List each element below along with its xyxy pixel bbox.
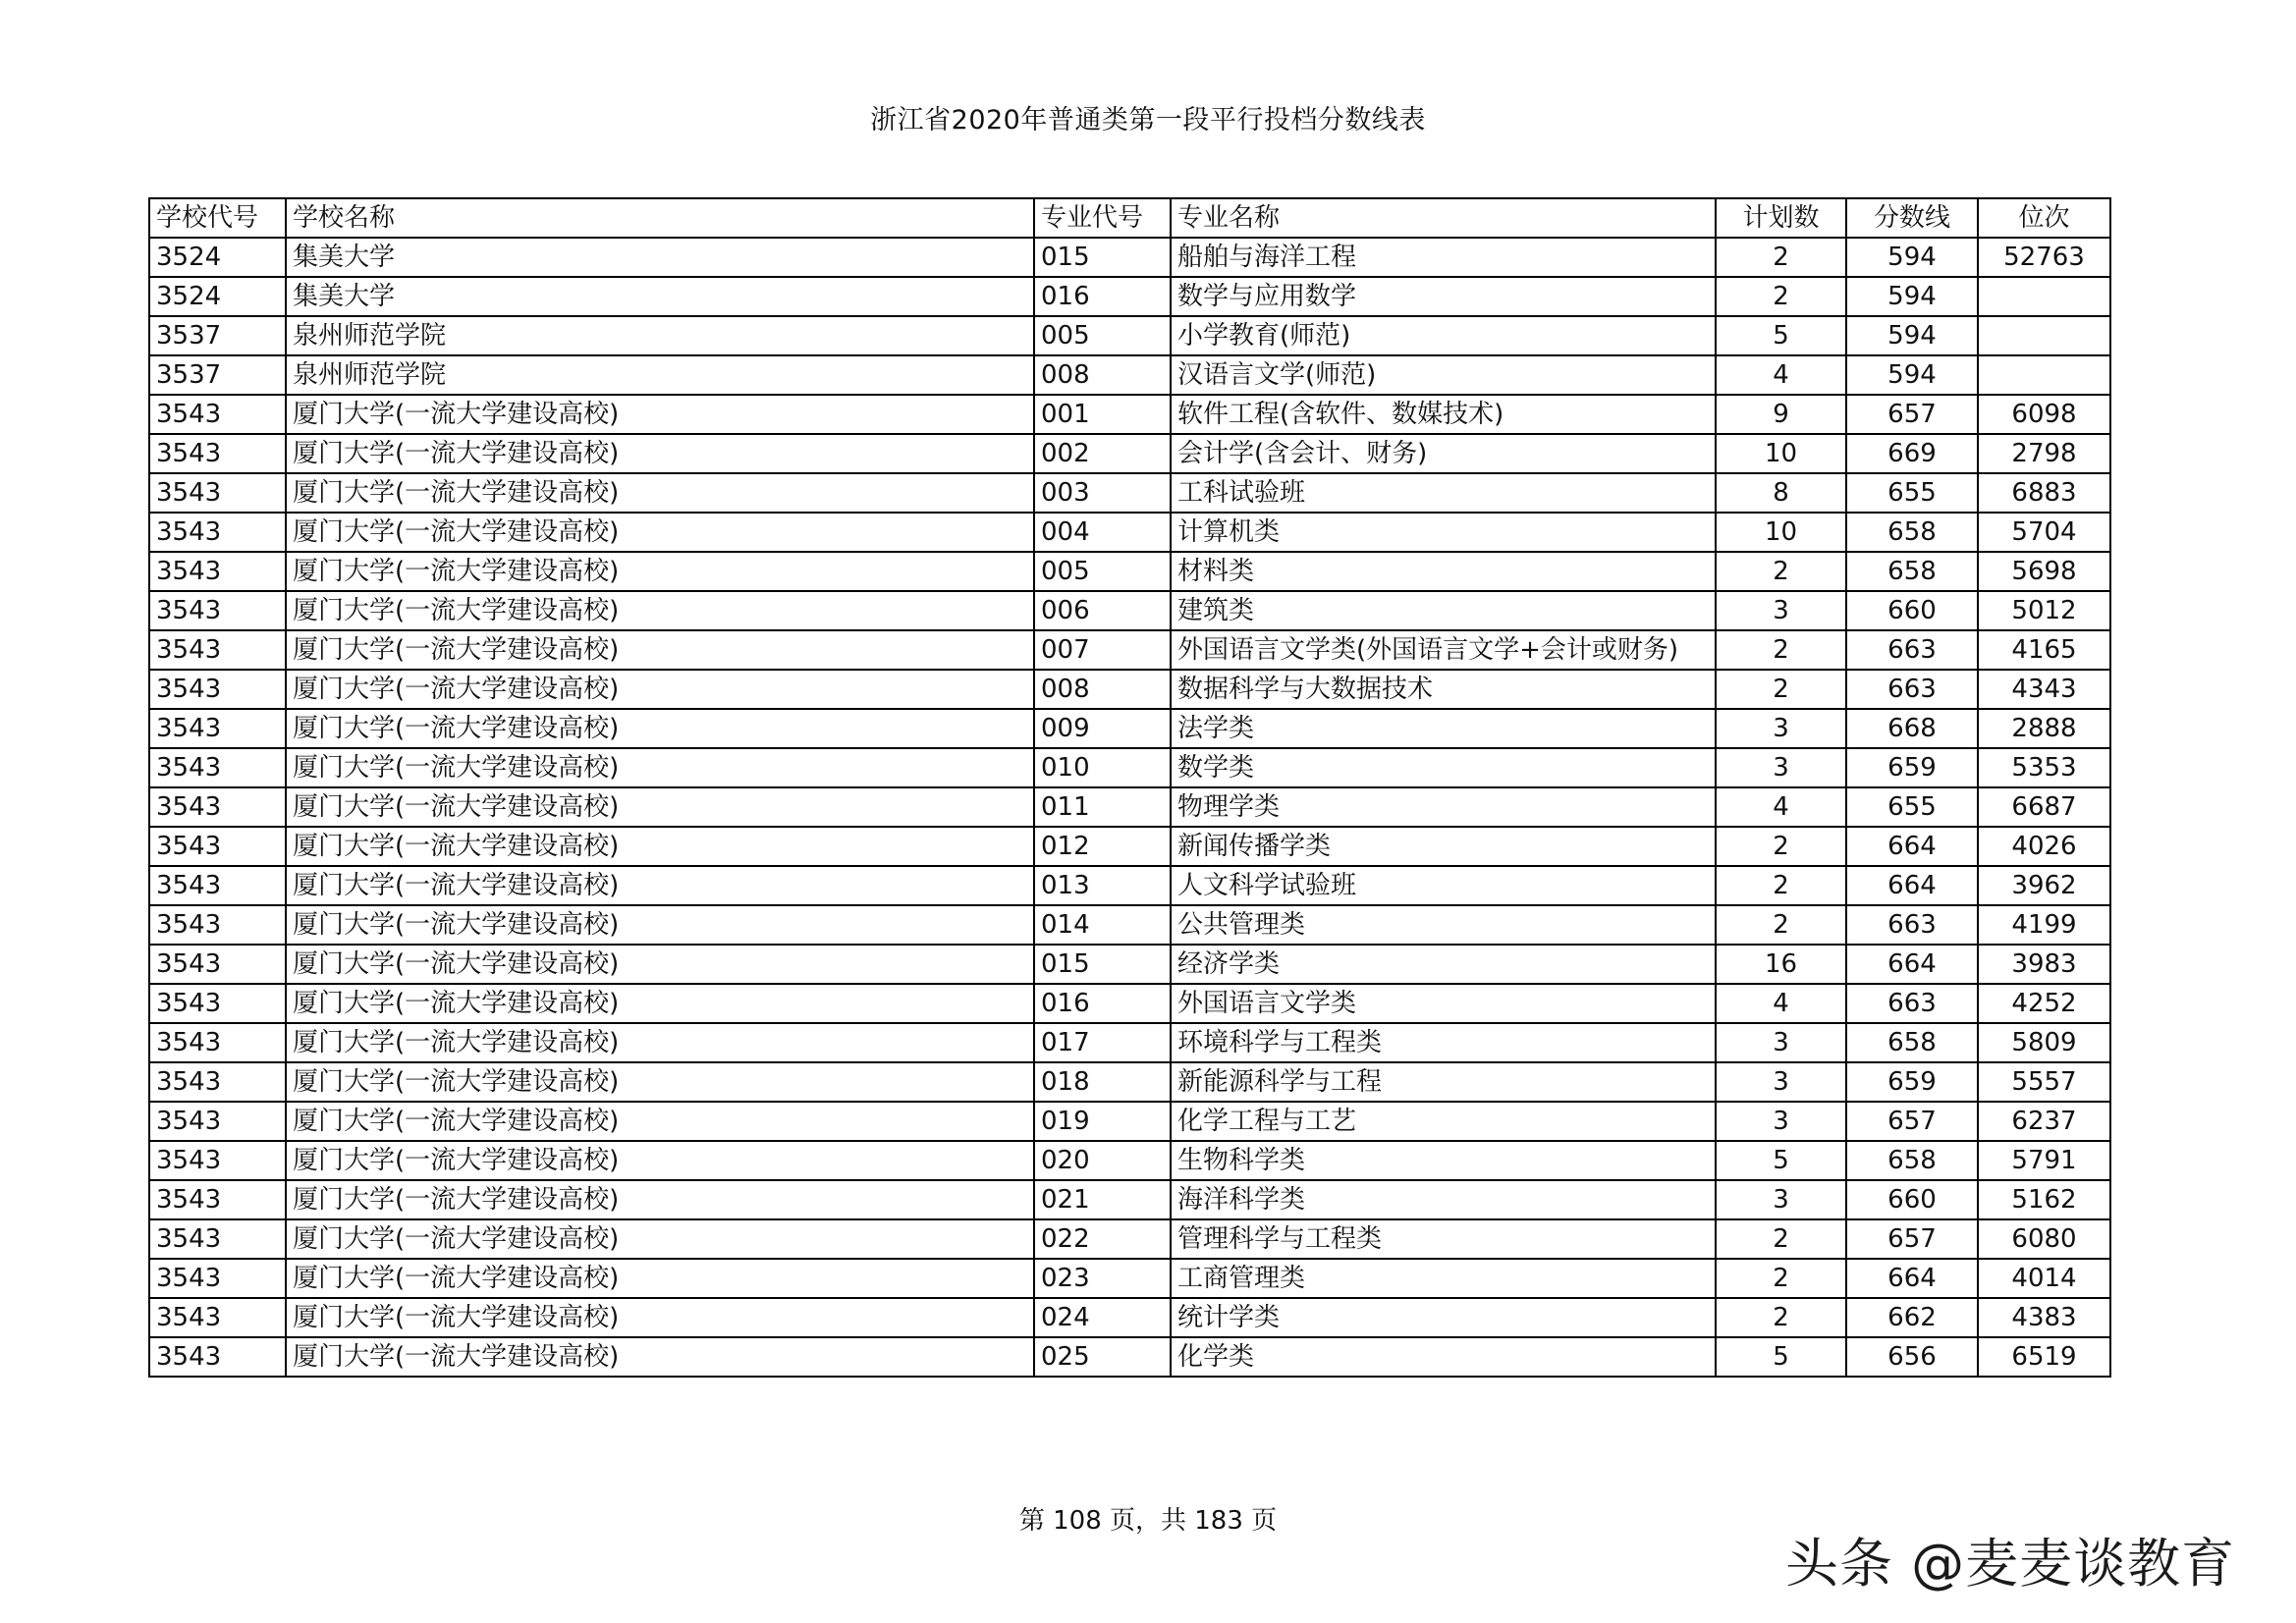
- cell-rank: [1978, 355, 2110, 395]
- cell-school-name: 集美大学: [286, 277, 1034, 316]
- cell-school-name: 厦门大学(一流大学建设高校): [286, 945, 1034, 984]
- table-row: [149, 473, 2110, 513]
- cell-major-code: 009: [1034, 709, 1171, 748]
- cell-major-name: 小学教育(师范): [1171, 316, 1716, 355]
- cell-score-line: 658: [1846, 1023, 1978, 1062]
- cell-major-code: 022: [1034, 1219, 1171, 1259]
- cell-school-code: 3543: [149, 1180, 286, 1219]
- cell-score-line: 664: [1846, 945, 1978, 984]
- cell-score-line: 663: [1846, 905, 1978, 945]
- cell-major-name: 新能源科学与工程: [1171, 1062, 1716, 1102]
- cell-plan-count: 2: [1716, 277, 1846, 316]
- cell-score-line: 659: [1846, 1062, 1978, 1102]
- cell-plan-count: 2: [1716, 905, 1846, 945]
- cell-school-name: 泉州师范学院: [286, 355, 1034, 395]
- cell-plan-count: 3: [1716, 1102, 1846, 1141]
- cell-school-name: 厦门大学(一流大学建设高校): [286, 905, 1034, 945]
- table-header-row: [149, 198, 2110, 238]
- table-row: [149, 1219, 2110, 1259]
- cell-school-name: 厦门大学(一流大学建设高校): [286, 591, 1034, 630]
- cell-score-line: 656: [1846, 1337, 1978, 1377]
- cell-rank: 5791: [1978, 1141, 2110, 1180]
- cell-major-name: 软件工程(含软件、数媒技术): [1171, 395, 1716, 434]
- cell-major-code: 025: [1034, 1337, 1171, 1377]
- cell-plan-count: 4: [1716, 355, 1846, 395]
- cell-score-line: 594: [1846, 277, 1978, 316]
- cell-school-code: 3543: [149, 473, 286, 513]
- cell-plan-count: 3: [1716, 1180, 1846, 1219]
- cell-school-code: 3543: [149, 630, 286, 670]
- cell-major-name: 建筑类: [1171, 591, 1716, 630]
- cell-school-name: 厦门大学(一流大学建设高校): [286, 866, 1034, 905]
- cell-plan-count: 2: [1716, 630, 1846, 670]
- cell-school-name: 厦门大学(一流大学建设高校): [286, 670, 1034, 709]
- table-row: [149, 827, 2110, 866]
- cell-school-name: 厦门大学(一流大学建设高校): [286, 1141, 1034, 1180]
- cell-plan-count: 3: [1716, 591, 1846, 630]
- cell-score-line: 594: [1846, 355, 1978, 395]
- header-rank: 位次: [1978, 198, 2110, 238]
- cell-school-code: 3543: [149, 513, 286, 552]
- table-row: [149, 316, 2110, 355]
- cell-school-name: 厦门大学(一流大学建设高校): [286, 748, 1034, 787]
- cell-plan-count: 8: [1716, 473, 1846, 513]
- cell-school-code: 3543: [149, 905, 286, 945]
- cell-major-name: 管理科学与工程类: [1171, 1219, 1716, 1259]
- cell-score-line: 657: [1846, 1102, 1978, 1141]
- cell-rank: 5557: [1978, 1062, 2110, 1102]
- cell-major-code: 023: [1034, 1259, 1171, 1298]
- cell-major-name: 经济学类: [1171, 945, 1716, 984]
- cell-major-code: 004: [1034, 513, 1171, 552]
- cell-major-code: 014: [1034, 905, 1171, 945]
- cell-major-code: 017: [1034, 1023, 1171, 1062]
- cell-major-code: 006: [1034, 591, 1171, 630]
- cell-major-name: 人文科学试验班: [1171, 866, 1716, 905]
- cell-major-code: 005: [1034, 552, 1171, 591]
- cell-school-code: 3543: [149, 709, 286, 748]
- cell-major-name: 船舶与海洋工程: [1171, 238, 1716, 277]
- cell-rank: 2888: [1978, 709, 2110, 748]
- cell-school-name: 厦门大学(一流大学建设高校): [286, 473, 1034, 513]
- cell-major-code: 008: [1034, 670, 1171, 709]
- cell-school-code: 3524: [149, 238, 286, 277]
- cell-score-line: 663: [1846, 670, 1978, 709]
- cell-major-code: 016: [1034, 277, 1171, 316]
- cell-school-name: 厦门大学(一流大学建设高校): [286, 984, 1034, 1023]
- cell-rank: 4252: [1978, 984, 2110, 1023]
- cell-school-name: 厦门大学(一流大学建设高校): [286, 1259, 1034, 1298]
- cell-rank: 2798: [1978, 434, 2110, 473]
- cell-major-name: 汉语言文学(师范): [1171, 355, 1716, 395]
- cell-rank: 4199: [1978, 905, 2110, 945]
- cell-major-code: 010: [1034, 748, 1171, 787]
- score-table: [148, 197, 2111, 1378]
- cell-school-code: 3537: [149, 316, 286, 355]
- cell-major-name: 新闻传播学类: [1171, 827, 1716, 866]
- cell-score-line: 594: [1846, 316, 1978, 355]
- header-major-code: 专业代号: [1034, 198, 1171, 238]
- table-row: [149, 787, 2110, 827]
- cell-major-code: 015: [1034, 238, 1171, 277]
- cell-rank: 6080: [1978, 1219, 2110, 1259]
- table-row: [149, 552, 2110, 591]
- cell-school-code: 3543: [149, 591, 286, 630]
- table-row: [149, 1259, 2110, 1298]
- cell-major-name: 外国语言文学类(外国语言文学+会计或财务): [1171, 630, 1716, 670]
- table-row: [149, 984, 2110, 1023]
- table-row: [149, 395, 2110, 434]
- table-row: [149, 591, 2110, 630]
- cell-plan-count: 2: [1716, 1259, 1846, 1298]
- table-row: [149, 277, 2110, 316]
- cell-major-code: 011: [1034, 787, 1171, 827]
- table-row: [149, 866, 2110, 905]
- table-row: [149, 355, 2110, 395]
- cell-major-code: 008: [1034, 355, 1171, 395]
- cell-major-name: 化学类: [1171, 1337, 1716, 1377]
- cell-rank: 4383: [1978, 1298, 2110, 1337]
- cell-major-code: 016: [1034, 984, 1171, 1023]
- cell-score-line: 664: [1846, 866, 1978, 905]
- cell-plan-count: 3: [1716, 748, 1846, 787]
- cell-score-line: 669: [1846, 434, 1978, 473]
- header-school-name: 学校名称: [286, 198, 1034, 238]
- header-plan-count: 计划数: [1716, 198, 1846, 238]
- cell-rank: 5698: [1978, 552, 2110, 591]
- cell-school-name: 厦门大学(一流大学建设高校): [286, 1337, 1034, 1377]
- cell-rank: [1978, 316, 2110, 355]
- cell-plan-count: 5: [1716, 1141, 1846, 1180]
- cell-score-line: 660: [1846, 1180, 1978, 1219]
- cell-score-line: 658: [1846, 1141, 1978, 1180]
- cell-major-name: 工科试验班: [1171, 473, 1716, 513]
- cell-score-line: 668: [1846, 709, 1978, 748]
- cell-school-code: 3543: [149, 787, 286, 827]
- cell-rank: 6883: [1978, 473, 2110, 513]
- cell-school-name: 集美大学: [286, 238, 1034, 277]
- cell-school-name: 厦门大学(一流大学建设高校): [286, 1023, 1034, 1062]
- cell-school-code: 3537: [149, 355, 286, 395]
- cell-school-name: 厦门大学(一流大学建设高校): [286, 1180, 1034, 1219]
- cell-rank: [1978, 277, 2110, 316]
- cell-school-code: 3543: [149, 1023, 286, 1062]
- cell-school-code: 3543: [149, 945, 286, 984]
- cell-score-line: 657: [1846, 395, 1978, 434]
- cell-school-name: 厦门大学(一流大学建设高校): [286, 787, 1034, 827]
- cell-rank: 5809: [1978, 1023, 2110, 1062]
- table-row: [149, 1062, 2110, 1102]
- cell-score-line: 658: [1846, 552, 1978, 591]
- table-row: [149, 1141, 2110, 1180]
- header-school-code: 学校代号: [149, 198, 286, 238]
- cell-score-line: 657: [1846, 1219, 1978, 1259]
- cell-school-code: 3543: [149, 748, 286, 787]
- cell-rank: 5162: [1978, 1180, 2110, 1219]
- cell-major-name: 物理学类: [1171, 787, 1716, 827]
- table-row: [149, 709, 2110, 748]
- cell-major-code: 020: [1034, 1141, 1171, 1180]
- cell-school-name: 厦门大学(一流大学建设高校): [286, 1219, 1034, 1259]
- cell-rank: 5704: [1978, 513, 2110, 552]
- cell-major-code: 021: [1034, 1180, 1171, 1219]
- cell-major-code: 002: [1034, 434, 1171, 473]
- cell-major-name: 公共管理类: [1171, 905, 1716, 945]
- cell-plan-count: 2: [1716, 670, 1846, 709]
- cell-school-code: 3543: [149, 1102, 286, 1141]
- cell-plan-count: 16: [1716, 945, 1846, 984]
- table-row: [149, 1180, 2110, 1219]
- cell-major-code: 005: [1034, 316, 1171, 355]
- cell-school-code: 3524: [149, 277, 286, 316]
- page-title: 浙江省2020年普通类第一段平行投档分数线表: [870, 105, 1426, 135]
- cell-major-name: 生物科学类: [1171, 1141, 1716, 1180]
- cell-rank: 6237: [1978, 1102, 2110, 1141]
- cell-score-line: 664: [1846, 827, 1978, 866]
- cell-major-name: 计算机类: [1171, 513, 1716, 552]
- cell-school-name: 厦门大学(一流大学建设高校): [286, 434, 1034, 473]
- cell-major-name: 数据科学与大数据技术: [1171, 670, 1716, 709]
- cell-major-code: 018: [1034, 1062, 1171, 1102]
- cell-school-code: 3543: [149, 1298, 286, 1337]
- cell-school-name: 厦门大学(一流大学建设高校): [286, 552, 1034, 591]
- cell-rank: 5353: [1978, 748, 2110, 787]
- cell-major-name: 会计学(含会计、财务): [1171, 434, 1716, 473]
- cell-rank: 4014: [1978, 1259, 2110, 1298]
- watermark-text: 头条 @麦麦谈教育: [1785, 1533, 2236, 1595]
- cell-plan-count: 2: [1716, 552, 1846, 591]
- cell-school-name: 厦门大学(一流大学建设高校): [286, 709, 1034, 748]
- table-row: [149, 238, 2110, 277]
- table-row: [149, 630, 2110, 670]
- cell-rank: 6687: [1978, 787, 2110, 827]
- cell-score-line: 660: [1846, 591, 1978, 630]
- table-row: [149, 670, 2110, 709]
- cell-rank: 6098: [1978, 395, 2110, 434]
- cell-major-code: 007: [1034, 630, 1171, 670]
- cell-major-name: 法学类: [1171, 709, 1716, 748]
- cell-school-code: 3543: [149, 670, 286, 709]
- cell-major-code: 001: [1034, 395, 1171, 434]
- cell-major-name: 外国语言文学类: [1171, 984, 1716, 1023]
- page-footer: 第 108 页，共 183 页: [1018, 1506, 1278, 1536]
- cell-plan-count: 3: [1716, 1023, 1846, 1062]
- cell-plan-count: 5: [1716, 316, 1846, 355]
- cell-major-name: 工商管理类: [1171, 1259, 1716, 1298]
- cell-plan-count: 4: [1716, 787, 1846, 827]
- cell-school-name: 厦门大学(一流大学建设高校): [286, 395, 1034, 434]
- cell-school-name: 厦门大学(一流大学建设高校): [286, 513, 1034, 552]
- table-body: [149, 238, 2110, 1377]
- cell-score-line: 594: [1846, 238, 1978, 277]
- cell-school-code: 3543: [149, 866, 286, 905]
- cell-major-name: 化学工程与工艺: [1171, 1102, 1716, 1141]
- cell-plan-count: 2: [1716, 866, 1846, 905]
- table-row: [149, 945, 2110, 984]
- cell-major-code: 003: [1034, 473, 1171, 513]
- cell-rank: 5012: [1978, 591, 2110, 630]
- table-row: [149, 513, 2110, 552]
- cell-score-line: 659: [1846, 748, 1978, 787]
- cell-major-code: 012: [1034, 827, 1171, 866]
- cell-school-name: 厦门大学(一流大学建设高校): [286, 1102, 1034, 1141]
- cell-school-code: 3543: [149, 1259, 286, 1298]
- cell-score-line: 663: [1846, 984, 1978, 1023]
- cell-school-code: 3543: [149, 1141, 286, 1180]
- cell-school-name: 厦门大学(一流大学建设高校): [286, 827, 1034, 866]
- cell-school-code: 3543: [149, 552, 286, 591]
- cell-rank: 52763: [1978, 238, 2110, 277]
- cell-school-code: 3543: [149, 984, 286, 1023]
- cell-school-name: 厦门大学(一流大学建设高校): [286, 1298, 1034, 1337]
- cell-plan-count: 2: [1716, 238, 1846, 277]
- cell-rank: 4343: [1978, 670, 2110, 709]
- cell-rank: 6519: [1978, 1337, 2110, 1377]
- cell-school-name: 厦门大学(一流大学建设高校): [286, 1062, 1034, 1102]
- cell-school-code: 3543: [149, 1062, 286, 1102]
- table-row: [149, 1298, 2110, 1337]
- cell-major-name: 统计学类: [1171, 1298, 1716, 1337]
- cell-major-name: 数学与应用数学: [1171, 277, 1716, 316]
- cell-major-code: 024: [1034, 1298, 1171, 1337]
- cell-plan-count: 5: [1716, 1337, 1846, 1377]
- cell-major-code: 013: [1034, 866, 1171, 905]
- cell-score-line: 658: [1846, 513, 1978, 552]
- cell-major-name: 海洋科学类: [1171, 1180, 1716, 1219]
- cell-school-name: 厦门大学(一流大学建设高校): [286, 630, 1034, 670]
- cell-school-code: 3543: [149, 395, 286, 434]
- cell-plan-count: 2: [1716, 1298, 1846, 1337]
- table-row: [149, 1102, 2110, 1141]
- cell-major-code: 019: [1034, 1102, 1171, 1141]
- cell-school-code: 3543: [149, 434, 286, 473]
- table-row: [149, 1023, 2110, 1062]
- cell-score-line: 655: [1846, 473, 1978, 513]
- cell-plan-count: 10: [1716, 513, 1846, 552]
- cell-rank: 4165: [1978, 630, 2110, 670]
- cell-plan-count: 3: [1716, 1062, 1846, 1102]
- cell-score-line: 655: [1846, 787, 1978, 827]
- cell-rank: 4026: [1978, 827, 2110, 866]
- cell-plan-count: 9: [1716, 395, 1846, 434]
- cell-major-name: 材料类: [1171, 552, 1716, 591]
- cell-school-code: 3543: [149, 1219, 286, 1259]
- cell-rank: 3983: [1978, 945, 2110, 984]
- table-row: [149, 905, 2110, 945]
- cell-major-name: 环境科学与工程类: [1171, 1023, 1716, 1062]
- cell-score-line: 663: [1846, 630, 1978, 670]
- table-row: [149, 748, 2110, 787]
- cell-score-line: 662: [1846, 1298, 1978, 1337]
- cell-plan-count: 2: [1716, 1219, 1846, 1259]
- header-score-line: 分数线: [1846, 198, 1978, 238]
- cell-plan-count: 10: [1716, 434, 1846, 473]
- cell-rank: 3962: [1978, 866, 2110, 905]
- cell-school-name: 泉州师范学院: [286, 316, 1034, 355]
- header-major-name: 专业名称: [1171, 198, 1716, 238]
- cell-plan-count: 2: [1716, 827, 1846, 866]
- cell-plan-count: 4: [1716, 984, 1846, 1023]
- cell-major-name: 数学类: [1171, 748, 1716, 787]
- cell-major-code: 015: [1034, 945, 1171, 984]
- cell-school-code: 3543: [149, 827, 286, 866]
- table-row: [149, 1337, 2110, 1377]
- cell-plan-count: 3: [1716, 709, 1846, 748]
- cell-score-line: 664: [1846, 1259, 1978, 1298]
- table-row: [149, 434, 2110, 473]
- cell-school-code: 3543: [149, 1337, 286, 1377]
